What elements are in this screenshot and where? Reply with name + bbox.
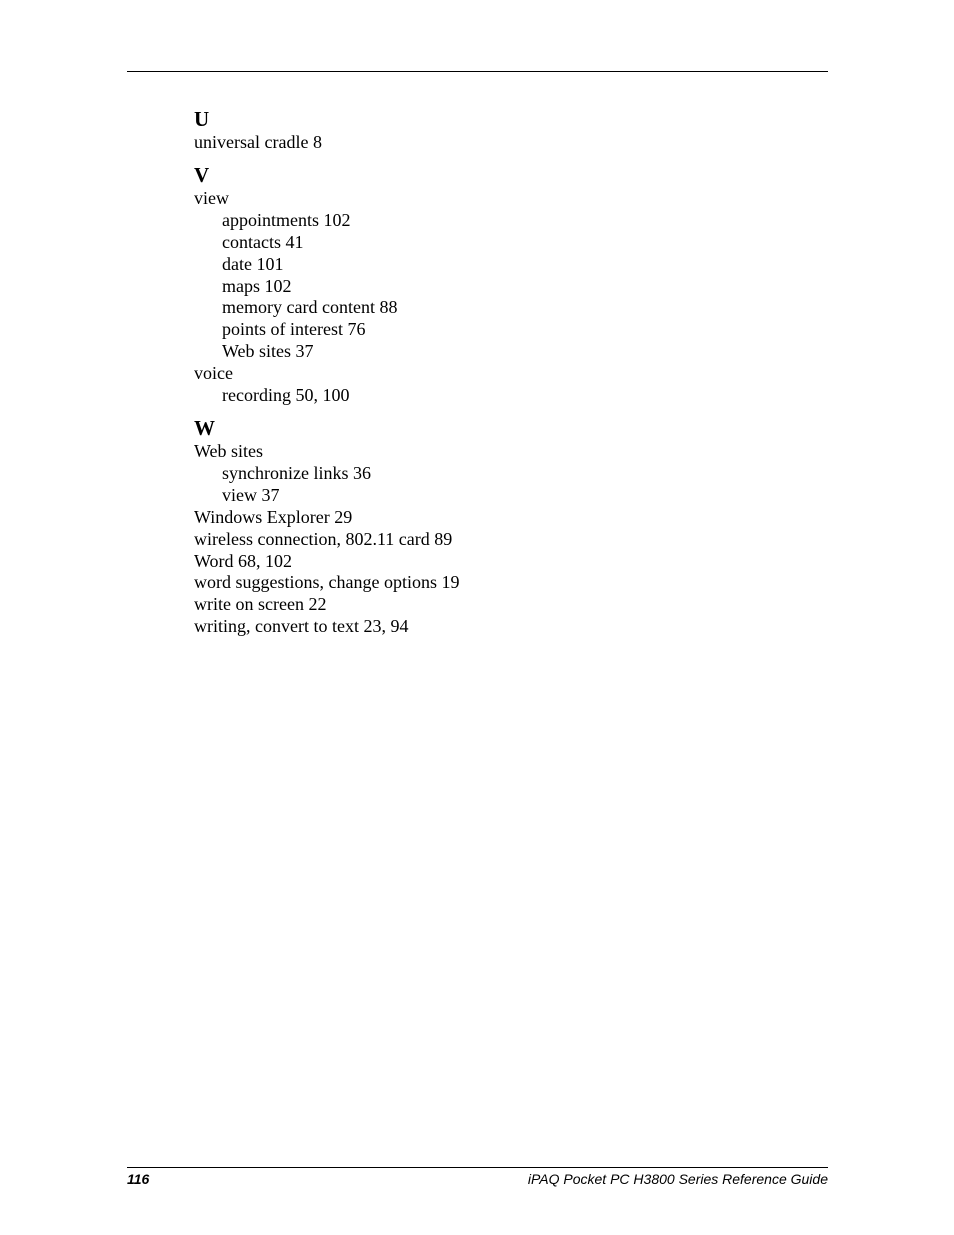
- index-subentry: maps 102: [222, 275, 292, 296]
- index-entry: Windows Explorer 29: [194, 506, 353, 527]
- index-subentry: Web sites 37: [222, 341, 314, 362]
- index-entry: universal cradle 8: [194, 132, 322, 152]
- index-subentry: contacts 41: [222, 231, 304, 252]
- index-subentry: synchronize links 36: [222, 462, 371, 483]
- index-subentry: memory card content 88: [222, 297, 398, 318]
- section-letter: V: [194, 162, 210, 187]
- index-subentry: date 101: [222, 253, 284, 274]
- index-subentry: appointments 102: [222, 209, 351, 230]
- index-subentry: points of interest 76: [222, 319, 366, 340]
- index-entry: writing, convert to text 23, 94: [194, 616, 409, 637]
- index-entry: voice: [194, 363, 233, 384]
- index-entry: view: [194, 187, 229, 208]
- footer-rule: [127, 1167, 828, 1168]
- guide-title: iPAQ Pocket PC H3800 Series Reference Guide: [527, 1171, 828, 1187]
- index-section-w: [194, 415, 794, 638]
- index-entry: write on screen 22: [194, 594, 327, 615]
- section-letter: U: [194, 107, 210, 131]
- section-letter: W: [194, 415, 215, 440]
- index-section-v: [194, 162, 794, 407]
- index-entry: word suggestions, change options 19: [194, 572, 460, 593]
- page-number: 116: [127, 1171, 150, 1187]
- header-rule: [127, 71, 828, 72]
- index-body: [194, 106, 794, 638]
- index-subentry: recording 50, 100: [222, 385, 350, 406]
- index-entry: wireless connection, 802.11 card 89: [194, 528, 453, 549]
- index-entry: Word 68, 102: [194, 550, 293, 571]
- index-subentry: view 37: [222, 484, 280, 505]
- index-entry: Web sites: [194, 440, 264, 461]
- index-section-u: [194, 106, 794, 154]
